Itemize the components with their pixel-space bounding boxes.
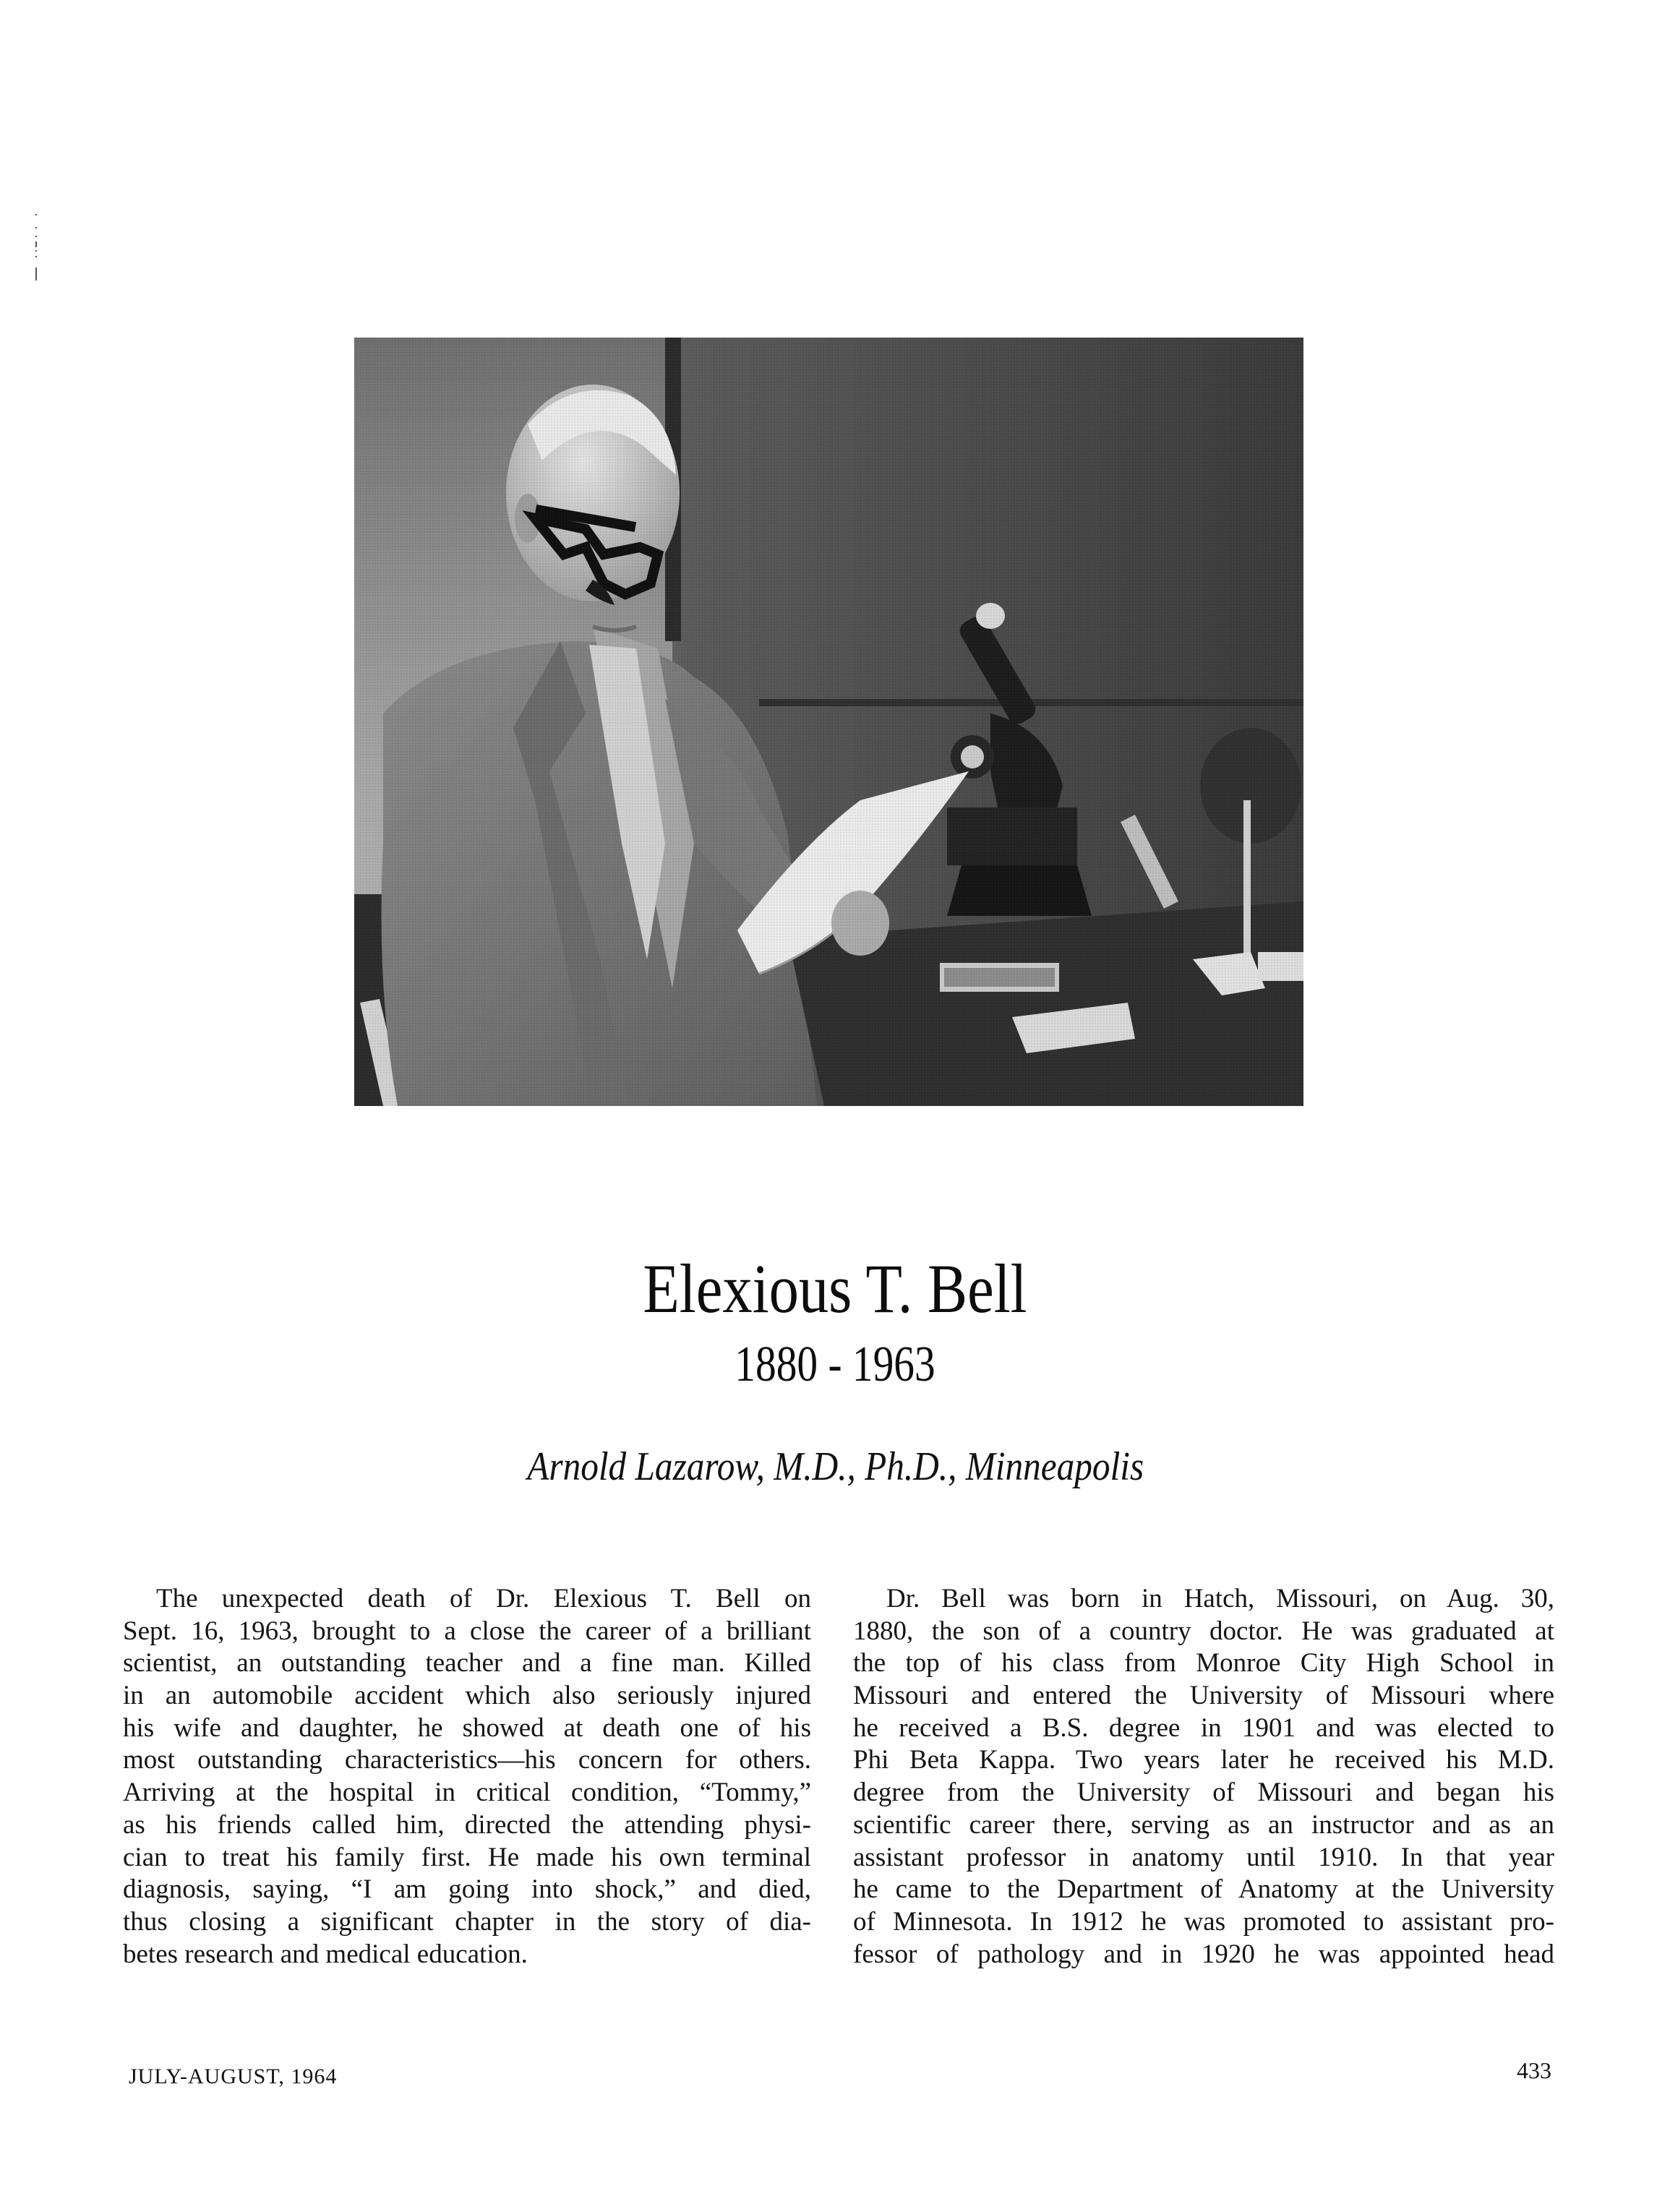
body-line: scientist, an outstanding teacher and a fine man. Killed (123, 1648, 811, 1679)
body-line: his wife and daughter, he showed at death one of his (123, 1712, 811, 1743)
body-line: Sept. 16, 1963, brought to a close the career of a brilliant (123, 1616, 811, 1646)
body-line: Missouri and entered the University of Missouri where (853, 1681, 1554, 1711)
body-line: 1880, the son of a country doctor. He was graduated at (853, 1616, 1554, 1646)
body-line: Phi Beta Kappa. Two years later he received his M.D. (853, 1745, 1554, 1775)
body-line: Dr. Bell was born in Hatch, Missouri, on Aug. 30, (886, 1584, 1554, 1613)
portrait-photo-illustration (354, 338, 1303, 1106)
body-left-column (123, 1583, 811, 1971)
scan-artifact-marks (35, 214, 38, 286)
body-line: fessor of pathology and in 1920 he was appointed head (853, 1939, 1554, 1969)
body-line: scientific career there, serving as an instructor and as an (853, 1809, 1554, 1840)
body-right-column (853, 1583, 1554, 1971)
body-line: cian to treat his family first. He made his own terminal (123, 1842, 811, 1872)
footer-issue-date: JULY-AUGUST, 1964 (129, 2065, 338, 2088)
body-line: betes research and medical education. (123, 1939, 528, 1969)
article-author: Arnold Lazarow, M.D., Ph.D., Minneapolis (527, 1444, 1144, 1489)
body-line: he came to the Department of Anatomy at the University (853, 1874, 1554, 1905)
body-line: as his friends called him, directed the attending physi- (123, 1809, 811, 1840)
portrait-photo (354, 338, 1303, 1106)
body-line: Arriving at the hospital in critical condition, “Tommy,” (123, 1778, 811, 1808)
body-line: diagnosis, saying, “I am going into shock,” and died, (123, 1874, 811, 1905)
body-line: in an automobile accident which also seriously injured (123, 1681, 811, 1711)
body-line: he received a B.S. degree in 1901 and was elected to (853, 1712, 1554, 1743)
body-line: The unexpected death of Dr. Elexious T. Bell on (156, 1584, 811, 1613)
body-line: thus closing a significant chapter in the story of dia- (123, 1906, 811, 1937)
page-number: 433 (1517, 2057, 1551, 2083)
body-line: the top of his class from Monroe City High School in (853, 1648, 1554, 1679)
body-line: assistant professor in anatomy until 1910. In that year (853, 1842, 1554, 1872)
body-line: most outstanding characteristics—his concern for others. (123, 1745, 811, 1775)
article-dates: 1880 - 1963 (735, 1337, 935, 1392)
article-title: Elexious T. Bell (643, 1250, 1027, 1327)
body-line: of Minnesota. In 1912 he was promoted to assistant pro- (853, 1906, 1554, 1937)
body-line: degree from the University of Missouri and began his (853, 1778, 1554, 1808)
